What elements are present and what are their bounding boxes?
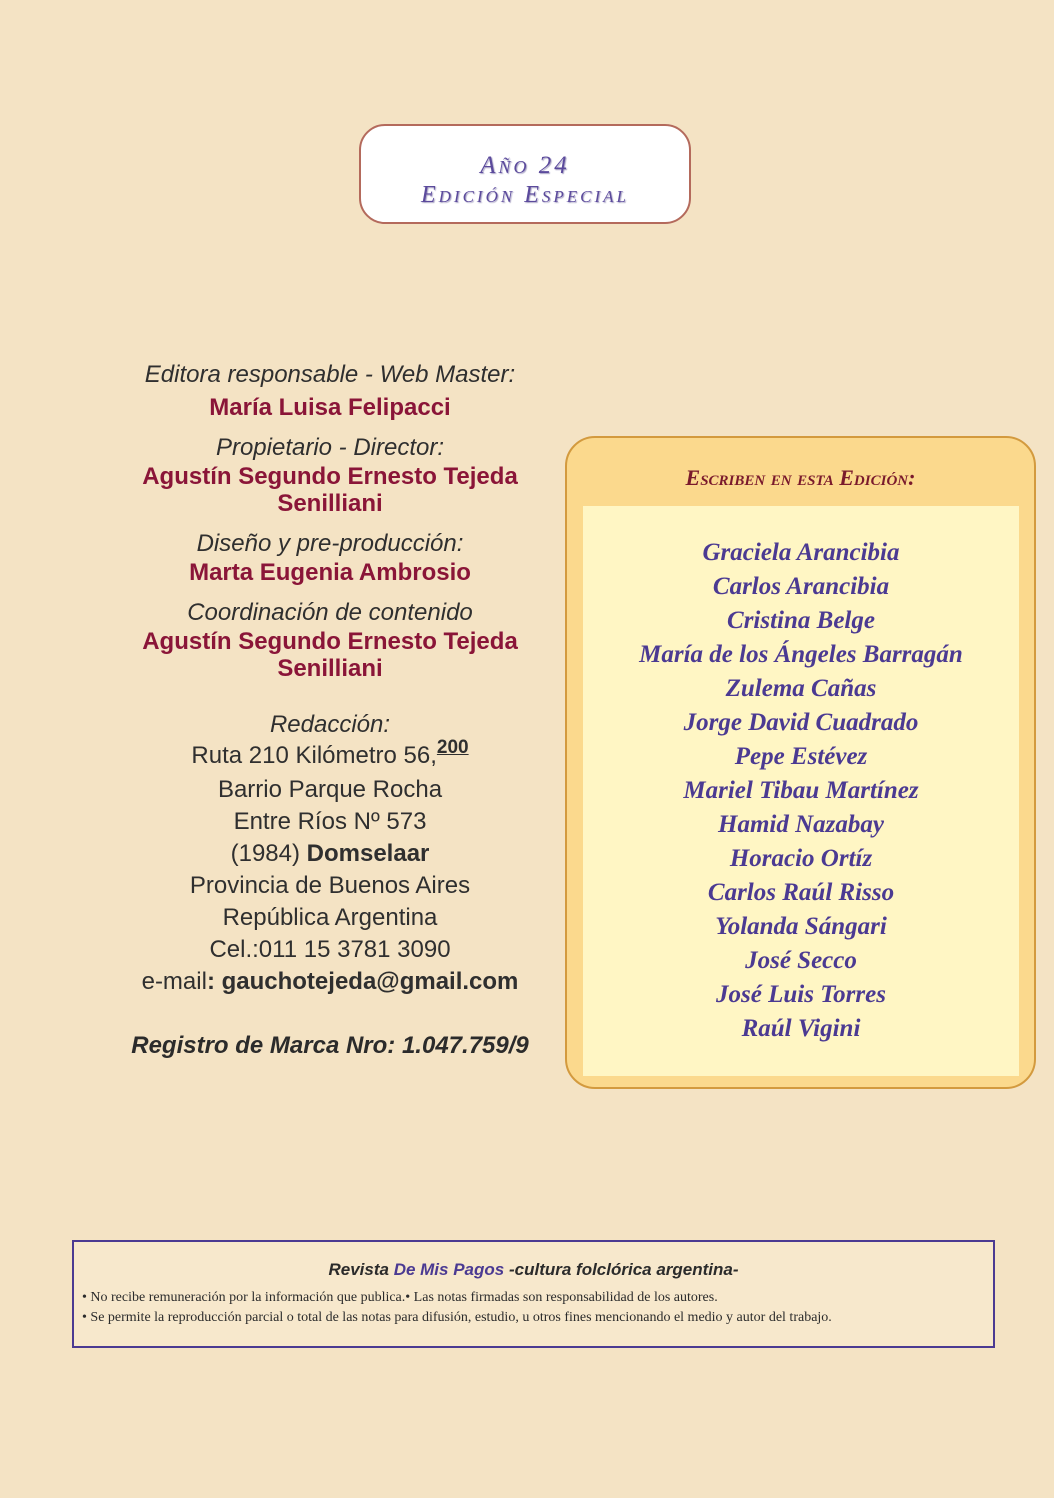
- writer-name: Carlos Arancibia: [712, 573, 890, 600]
- owner-name-line1: Agustín Segundo Ernesto Tejeda: [142, 463, 518, 490]
- edition-label: Edición Especial: [421, 182, 629, 208]
- writers-box: [565, 436, 1036, 1089]
- magazine-name: De Mis Pagos: [393, 1260, 505, 1279]
- address-neighborhood: Barrio Parque Rocha: [217, 776, 443, 803]
- footer-notice: [72, 1240, 995, 1348]
- writer-name: Raúl Vigini: [741, 1015, 861, 1042]
- writer-name: Jorge David Cuadrado: [683, 709, 919, 736]
- coordination-name-line2: Senilliani: [277, 655, 383, 682]
- address-entre: Entre Ríos Nº 573: [233, 808, 427, 835]
- writer-name: Carlos Raúl Risso: [707, 879, 895, 906]
- design-name: Marta Eugenia Ambrosio: [189, 559, 471, 586]
- writer-name: Zulema Cañas: [725, 675, 877, 702]
- credits-block: [100, 360, 560, 998]
- owner-name-line2: Senilliani: [277, 490, 383, 517]
- footer-heading: Revista De Mis Pagos -cultura folclórica argentina-: [328, 1260, 739, 1279]
- phone: Cel.:011 15 3781 3090: [209, 936, 451, 963]
- writer-name: José Luis Torres: [716, 981, 886, 1008]
- year-label: Año 24: [480, 152, 570, 179]
- writers-list: [583, 506, 1019, 1046]
- trademark-registry: Registro de Marca Nro: 1.047.759/9: [131, 1032, 529, 1059]
- address-province: Provincia de Buenos Aires: [189, 872, 471, 899]
- coordination-name-line1: Agustín Segundo Ernesto Tejeda: [142, 628, 518, 655]
- editor-role: Editora responsable - Web Master:: [144, 361, 516, 388]
- address-street-number: 200: [436, 737, 469, 758]
- footer-note-line2: • Se permite la reproducción parcial o total de las notas para difusión, estudio, u otros fines mencionando el medio y autor del trabajo.: [82, 1310, 832, 1325]
- writer-name: Mariel Tibau Martínez: [683, 777, 919, 804]
- address-heading: Redacción:: [269, 711, 391, 738]
- writer-name: Yolanda Sángari: [715, 913, 887, 940]
- writer-name: Horacio Ortíz: [729, 845, 873, 872]
- coordination-role: Coordinación de contenido: [187, 599, 473, 626]
- footer-note-line1: • No recibe remuneración por la información que publica.• Las notas firmadas son responsabilidad de los autores.: [82, 1290, 718, 1305]
- owner-role: Propietario - Director:: [215, 434, 445, 461]
- writer-name: Hamid Nazabay: [718, 811, 884, 838]
- writers-box-title: Escriben en esta Edición:: [685, 465, 916, 490]
- writers-list-panel: [583, 506, 1019, 1076]
- address-country: República Argentina: [222, 904, 438, 931]
- writer-name: José Secco: [745, 947, 857, 974]
- email: e-mail: gauchotejeda@gmail.com: [141, 968, 519, 995]
- edition-badge: [359, 124, 691, 224]
- writer-name: Graciela Arancibia: [702, 539, 900, 566]
- design-role: Diseño y pre-producción:: [196, 530, 464, 557]
- writer-name: Pepe Estévez: [734, 743, 868, 770]
- address-street: Ruta 210 Kilómetro 56,$^{200}$: [191, 737, 469, 769]
- writer-name: María de los Ángeles Barragán: [639, 641, 963, 668]
- editor-name: María Luisa Felipacci: [209, 394, 451, 421]
- email-address[interactable]: : gauchotejeda@gmail.com: [206, 968, 519, 995]
- writer-name: Cristina Belge: [727, 607, 875, 634]
- address-city: (1984) Domselaar: [230, 840, 430, 867]
